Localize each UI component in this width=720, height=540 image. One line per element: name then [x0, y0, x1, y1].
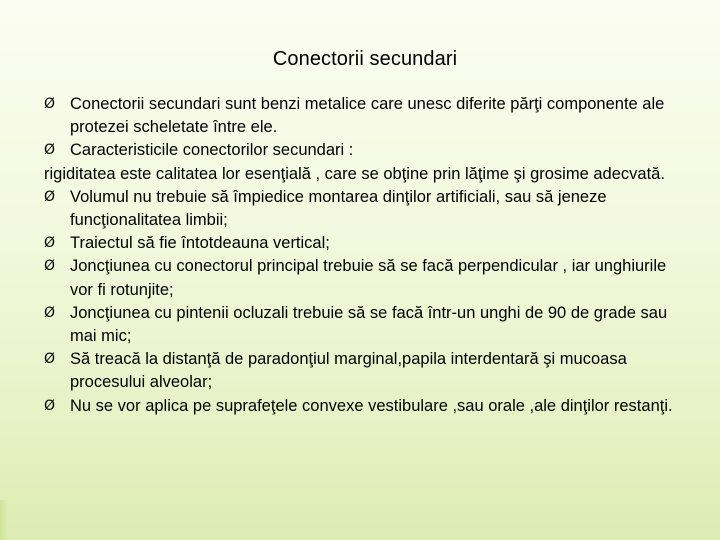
list-item-continuation: rigiditatea este calitatea lor esenţială , care se obţine prin lăţime şi grosime adecvată. [44, 164, 665, 183]
arrow-bullet-icon: Ø [44, 235, 56, 252]
list-item-text: Volumul nu trebuie să împiedice montarea dinţilor artificiali, sau să jeneze funcţionalitatea limbii; [70, 187, 607, 230]
list-item [44, 93, 684, 139]
arrow-bullet-icon: Ø [44, 351, 56, 368]
list-item-text: Traiectul să fie întotdeauna vertical; [70, 234, 330, 253]
list-item-text: Să treacă la distanţă de paradonţiul marginal,papila interdentară şi mucoasa procesului alveolar; [70, 350, 627, 392]
list-item [44, 232, 684, 255]
list-item-text: Joncţiunea cu conectorul principal trebuie să se facă perpendicular , iar unghiurile vor fi rotunjite; [70, 257, 667, 299]
list-item [44, 348, 684, 394]
arrow-bullet-icon: Ø [44, 96, 56, 112]
list-item [44, 302, 684, 348]
arrow-bullet-icon: Ø [44, 188, 56, 205]
arrow-bullet-icon: Ø [44, 397, 56, 414]
slide-title: Conectorii secundari [272, 48, 458, 70]
arrow-bullet-icon: Ø [44, 258, 56, 275]
list-item [44, 395, 684, 418]
list-item-text: Conectorii secundari sunt benzi metalice care unesc diferite părţi componente ale protezei scheletate între ele. [70, 95, 665, 137]
list-item-text: Nu se vor aplica pe suprafeţele convexe vestibulare ,sau orale ,ale dinţilor restanţi. [70, 396, 673, 415]
list-item [44, 255, 684, 301]
arrow-bullet-icon: Ø [44, 304, 56, 321]
list-item-text: Joncţiunea cu pintenii ocluzali trebuie să se facă într-un unghi de 90 de grade sau mai mic; [70, 303, 668, 346]
list-item [44, 139, 684, 162]
slide-content [44, 93, 684, 418]
arrow-bullet-icon: Ø [44, 142, 56, 159]
list-item-text: Caracteristicile conectorilor secundari : [70, 141, 354, 160]
list-item [44, 186, 684, 232]
decorative-stripe [0, 500, 8, 540]
